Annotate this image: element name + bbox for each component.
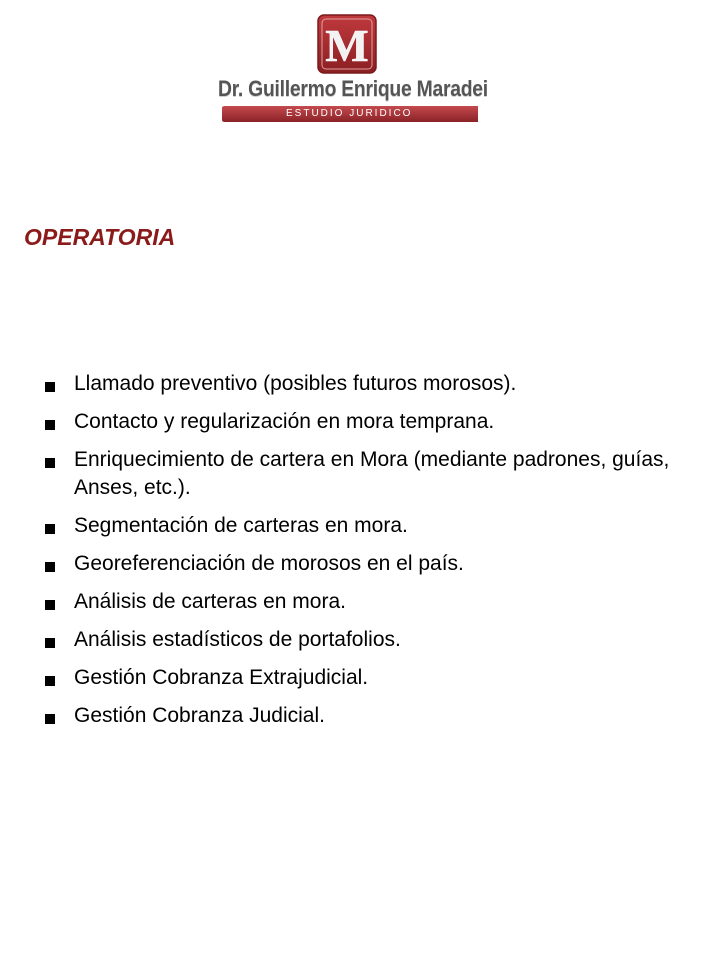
list-item-text: Análisis de carteras en mora. (74, 590, 346, 613)
square-bullet-icon (45, 676, 55, 686)
list-item-text: Gestión Cobranza Judicial. (74, 704, 325, 727)
bullet-list (44, 370, 684, 740)
logo-monogram-letter: M (325, 20, 369, 71)
list-item-text: Análisis estadísticos de portafolios. (74, 628, 401, 651)
square-bullet-icon (45, 458, 55, 468)
list-item (44, 550, 684, 578)
list-item (44, 588, 684, 616)
list-item (44, 512, 684, 540)
list-item-text: Georeferenciación de morosos en el país. (74, 552, 464, 575)
square-bullet-icon (45, 638, 55, 648)
page-title: OPERATORIA (24, 224, 176, 250)
list-item (44, 664, 684, 692)
square-bullet-icon (45, 524, 55, 534)
logo-name: Dr. Guillermo Enrique Maradei (218, 76, 488, 101)
list-item (44, 702, 684, 730)
square-bullet-icon (45, 600, 55, 610)
list-item-text: Contacto y regularización en mora temprana. (74, 410, 495, 433)
logo-subtitle: ESTUDIO JURIDICO (286, 108, 413, 119)
list-item-text: Segmentación de carteras en mora. (74, 514, 408, 537)
list-item (44, 370, 684, 398)
square-bullet-icon (45, 420, 55, 430)
list-item-text: Gestión Cobranza Extrajudicial. (74, 666, 369, 689)
list-item (44, 408, 684, 436)
logo (218, 14, 488, 126)
logo-monogram (317, 14, 377, 74)
list-item-text: Llamado preventivo (posibles futuros morosos). (74, 372, 517, 395)
square-bullet-icon (45, 714, 55, 724)
list-item-text: Enriquecimiento de cartera en Mora (mediante padrones, guías, Anses, etc.). (74, 448, 670, 499)
list-item (44, 626, 684, 654)
list-item (44, 446, 684, 502)
square-bullet-icon (45, 382, 55, 392)
square-bullet-icon (45, 562, 55, 572)
